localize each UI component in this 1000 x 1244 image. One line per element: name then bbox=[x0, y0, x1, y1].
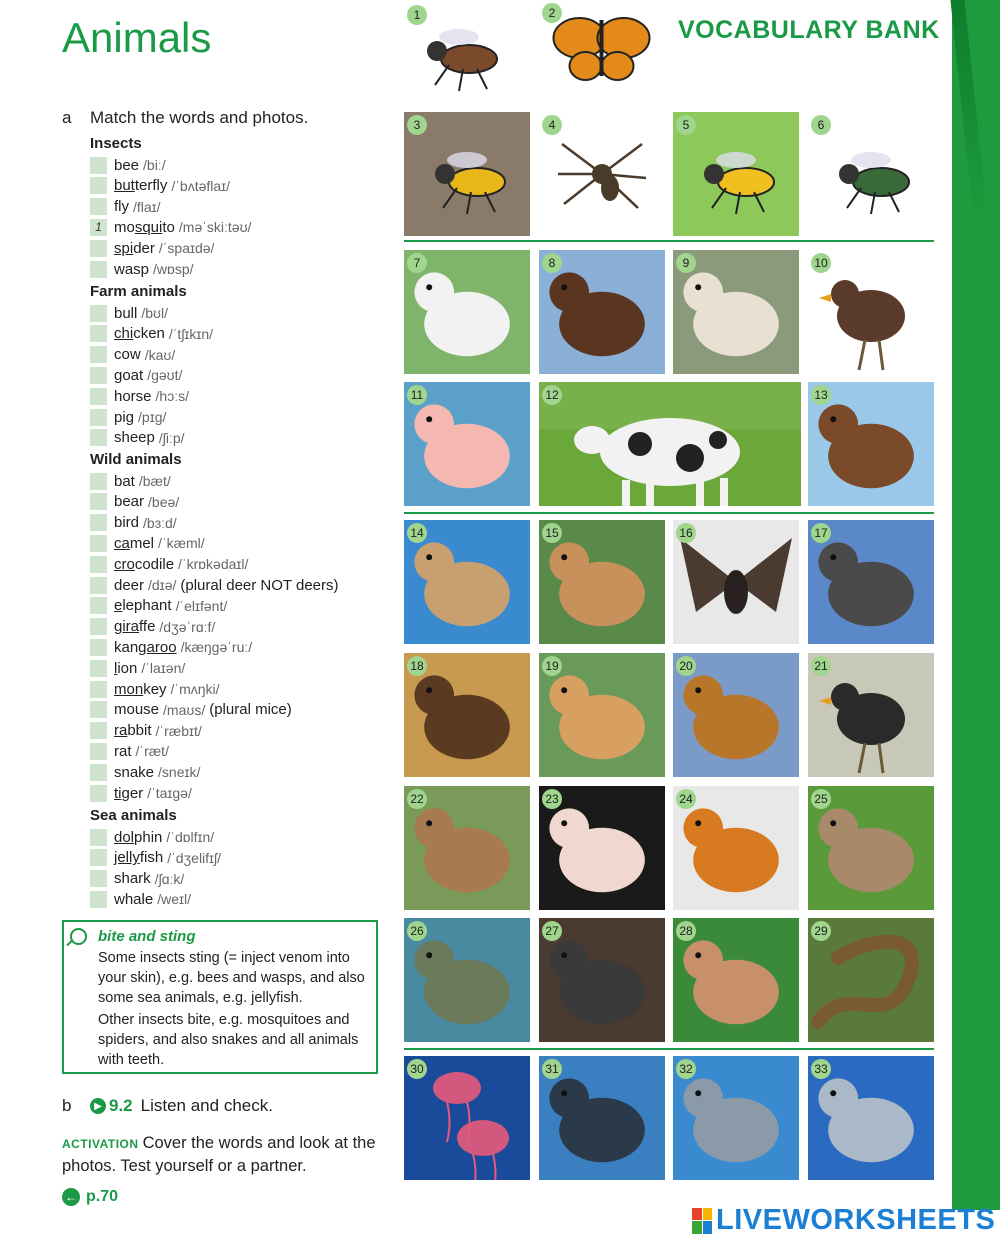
phonetic: /wɒsp/ bbox=[153, 261, 194, 277]
liveworksheets-logo bbox=[692, 1204, 995, 1237]
photo-number: 22 bbox=[407, 789, 427, 809]
word-row bbox=[90, 513, 177, 533]
animal-photo bbox=[808, 112, 934, 236]
photo-number: 18 bbox=[407, 656, 427, 676]
phonetic: /kæŋgəˈruː/ bbox=[180, 639, 253, 656]
answer-box[interactable] bbox=[90, 701, 107, 718]
listen-text: Listen and check. bbox=[140, 1096, 273, 1115]
word-row bbox=[90, 827, 214, 847]
section-letter: a bbox=[62, 108, 72, 127]
photo-number: 21 bbox=[811, 656, 831, 676]
animal-photo bbox=[539, 1056, 665, 1180]
animal-photo bbox=[539, 382, 801, 506]
word-row bbox=[90, 762, 200, 782]
photo-number: 15 bbox=[542, 523, 562, 543]
word-label: snake bbox=[114, 763, 155, 781]
phonetic: /ˈkrɒkədaɪl/ bbox=[178, 556, 249, 573]
animal-photo bbox=[808, 250, 934, 374]
phonetic: /ʃɑːk/ bbox=[154, 870, 185, 887]
word-label: camel bbox=[114, 534, 155, 552]
group-heading: Wild animals bbox=[90, 451, 182, 468]
word-row bbox=[90, 721, 202, 741]
answer-box[interactable] bbox=[90, 849, 107, 866]
tip-paragraph-1: Some insects sting (= inject venom into your skin), e.g. bees and wasps, and also some sea animals, e.g. jellyfish. bbox=[98, 950, 365, 1006]
answer-box[interactable] bbox=[90, 743, 107, 760]
photo-number: 27 bbox=[542, 921, 562, 941]
animal-photo bbox=[539, 520, 665, 644]
answer-box[interactable] bbox=[90, 639, 107, 656]
word-row bbox=[90, 575, 339, 595]
phonetic: /ˈtʃɪkɪn/ bbox=[168, 325, 214, 342]
animal-photo bbox=[404, 2, 514, 100]
phonetic: /ˈtaɪgə/ bbox=[147, 785, 192, 801]
word-row bbox=[90, 889, 191, 909]
answer-box[interactable] bbox=[90, 535, 107, 552]
phonetic: /dɪə/ bbox=[148, 577, 177, 593]
photo-number: 26 bbox=[407, 921, 427, 941]
tip-box bbox=[62, 920, 378, 1074]
word-label: rat bbox=[114, 742, 132, 760]
page-title: Animals bbox=[62, 14, 212, 61]
instruction-text: Match the words and photos. bbox=[90, 108, 309, 127]
animal-photo bbox=[539, 653, 665, 777]
word-row bbox=[90, 596, 227, 616]
phonetic: /ˈdʒelifɪʃ/ bbox=[167, 849, 222, 866]
phonetic: /ˈspaɪdə/ bbox=[158, 240, 215, 257]
vocabulary-bank-heading: VOCABULARY BANK bbox=[678, 16, 940, 44]
word-row bbox=[90, 365, 182, 385]
word-label: giraffe bbox=[114, 618, 156, 636]
word-row bbox=[90, 471, 171, 491]
arrow-left-icon: ← bbox=[62, 1188, 80, 1206]
phonetic: /ʃiːp/ bbox=[158, 429, 185, 446]
phonetic: /ˈkæml/ bbox=[158, 535, 205, 552]
word-label: pig bbox=[114, 408, 135, 426]
answer-box[interactable] bbox=[90, 577, 107, 594]
photo-number: 32 bbox=[676, 1059, 696, 1079]
animal-image bbox=[539, 382, 801, 506]
tip-paragraph-2: Other insects bite, e.g. mosquitoes and spiders, and also snakes and all animals with teeth. bbox=[98, 1012, 359, 1068]
answer-box[interactable] bbox=[90, 891, 107, 908]
phonetic: /ˈræt/ bbox=[135, 743, 169, 760]
phonetic: /beə/ bbox=[148, 493, 180, 510]
word-label: horse bbox=[114, 387, 152, 405]
animal-photo bbox=[808, 653, 934, 777]
photo-number: 3 bbox=[407, 115, 427, 135]
animal-photo bbox=[404, 918, 530, 1042]
phonetic: /məˈskiːtəʊ/ bbox=[178, 219, 252, 236]
word-label: jellyfish bbox=[114, 849, 164, 867]
word-row bbox=[90, 259, 194, 279]
answer-box[interactable] bbox=[90, 597, 107, 614]
word-label: crocodile bbox=[114, 555, 175, 573]
animal-photo bbox=[539, 250, 665, 374]
phonetic: /ˈdɒlfɪn/ bbox=[166, 829, 215, 845]
phonetic: /maʊs/ bbox=[163, 701, 206, 718]
word-row bbox=[90, 324, 213, 344]
phonetic: /gəʊt/ bbox=[147, 367, 183, 384]
phonetic: /kaʊ/ bbox=[144, 346, 176, 363]
section-letter: b bbox=[62, 1096, 72, 1115]
photo-number: 19 bbox=[542, 656, 562, 676]
answer-box[interactable] bbox=[90, 681, 107, 698]
row-divider bbox=[404, 1048, 934, 1050]
animal-photo bbox=[808, 786, 934, 910]
photo-number: 8 bbox=[542, 253, 562, 273]
answer-box[interactable] bbox=[90, 785, 107, 802]
answer-box[interactable] bbox=[90, 473, 107, 490]
watermark-text: LIVEWORKSHEETS bbox=[716, 1204, 996, 1236]
word-label: goat bbox=[114, 366, 144, 384]
section-b bbox=[62, 1096, 273, 1116]
word-row bbox=[90, 238, 214, 258]
animal-photo bbox=[404, 786, 530, 910]
word-row bbox=[90, 617, 215, 637]
phonetic: /bɜːd/ bbox=[143, 514, 177, 531]
animal-photo bbox=[673, 112, 799, 236]
word-label: wasp bbox=[114, 260, 150, 278]
phonetic: /ˈbʌtəflaɪ/ bbox=[171, 177, 231, 194]
word-label: dolphin bbox=[114, 828, 163, 846]
track-number: 9.2 bbox=[109, 1096, 133, 1115]
word-label: fly bbox=[114, 198, 129, 216]
answer-box[interactable] bbox=[90, 764, 107, 781]
photo-number: 6 bbox=[811, 115, 831, 135]
page-reference-link[interactable] bbox=[62, 1188, 118, 1206]
word-label: chicken bbox=[114, 325, 165, 343]
word-row bbox=[90, 658, 185, 678]
photo-number: 24 bbox=[676, 789, 696, 809]
word-label: shark bbox=[114, 870, 151, 888]
phonetic: /pɪg/ bbox=[138, 409, 167, 425]
word-label: mosquito bbox=[114, 218, 175, 236]
animal-photo bbox=[808, 1056, 934, 1180]
answer-box[interactable] bbox=[90, 388, 107, 405]
animal-photo bbox=[404, 382, 530, 506]
word-label: tiger bbox=[114, 784, 144, 802]
photo-number: 10 bbox=[811, 253, 831, 273]
animal-photo bbox=[539, 112, 665, 236]
answer-box[interactable] bbox=[90, 660, 107, 677]
word-row bbox=[90, 217, 251, 237]
answer-box[interactable] bbox=[90, 722, 107, 739]
animal-photo bbox=[539, 918, 665, 1042]
animal-photo bbox=[539, 0, 664, 100]
word-row bbox=[90, 155, 166, 175]
animal-photo bbox=[539, 786, 665, 910]
photo-number: 30 bbox=[407, 1059, 427, 1079]
word-row bbox=[90, 533, 205, 553]
answer-box[interactable] bbox=[90, 261, 107, 278]
plural-note: (plural deer NOT deers) bbox=[180, 576, 339, 594]
plural-note: (plural mice) bbox=[209, 701, 292, 719]
group-heading: Insects bbox=[90, 135, 142, 152]
animal-photo bbox=[808, 382, 934, 506]
phonetic: /ˈmʌŋki/ bbox=[170, 681, 220, 697]
photo-number: 5 bbox=[676, 115, 696, 135]
word-label: butterfly bbox=[114, 177, 168, 195]
animal-photo bbox=[404, 653, 530, 777]
word-row bbox=[90, 554, 248, 574]
activation-text: Cover the words and look at the photos. Test yourself or a partner. bbox=[62, 1134, 376, 1175]
photo-number: 23 bbox=[542, 789, 562, 809]
liveworksheets-icon bbox=[692, 1208, 712, 1234]
phonetic: /ˈelɪfənt/ bbox=[175, 597, 228, 614]
word-row bbox=[90, 303, 168, 323]
page-reference: p.70 bbox=[86, 1188, 119, 1205]
word-label: cow bbox=[114, 346, 141, 364]
answer-box[interactable] bbox=[90, 514, 107, 531]
word-label: kangaroo bbox=[114, 638, 177, 656]
word-label: monkey bbox=[114, 680, 167, 698]
word-row bbox=[90, 783, 192, 803]
word-label: bull bbox=[114, 304, 138, 322]
phonetic: /ˈlaɪən/ bbox=[141, 660, 186, 677]
phonetic: /flaɪ/ bbox=[133, 198, 161, 215]
magnifier-icon bbox=[70, 928, 87, 945]
animal-photo bbox=[404, 250, 530, 374]
answer-box[interactable] bbox=[90, 325, 107, 342]
answer-box[interactable] bbox=[90, 198, 107, 215]
word-row bbox=[90, 679, 220, 699]
answer-box[interactable] bbox=[90, 409, 107, 426]
phonetic: /biː/ bbox=[143, 157, 166, 173]
animal-photo bbox=[673, 786, 799, 910]
word-label: sheep bbox=[114, 429, 155, 447]
answer-box[interactable] bbox=[90, 618, 107, 635]
answer-box[interactable] bbox=[90, 493, 107, 510]
activation-note bbox=[62, 1132, 382, 1177]
answer-box[interactable] bbox=[90, 367, 107, 384]
photo-number: 14 bbox=[407, 523, 427, 543]
animal-photo bbox=[404, 1056, 530, 1180]
answer-box[interactable] bbox=[90, 346, 107, 363]
word-row bbox=[90, 637, 252, 657]
photo-number: 20 bbox=[676, 656, 696, 676]
answer-box[interactable] bbox=[90, 177, 107, 194]
audio-icon[interactable]: ▶ bbox=[90, 1098, 106, 1114]
phonetic: /dʒəˈrɑːf/ bbox=[159, 618, 216, 635]
photo-number: 12 bbox=[542, 385, 562, 405]
word-label: bear bbox=[114, 493, 145, 511]
phonetic: /sneɪk/ bbox=[158, 764, 201, 781]
word-label: whale bbox=[114, 890, 154, 908]
photo-number: 17 bbox=[811, 523, 831, 543]
group-heading: Farm animals bbox=[90, 283, 187, 300]
photo-number: 28 bbox=[676, 921, 696, 941]
word-label: spider bbox=[114, 239, 155, 257]
section-a-instruction bbox=[62, 108, 308, 128]
photo-number: 2 bbox=[542, 3, 562, 23]
animal-photo bbox=[673, 1056, 799, 1180]
word-row bbox=[90, 345, 175, 365]
activation-label: ACTIVATION bbox=[62, 1137, 139, 1151]
animal-photo bbox=[673, 653, 799, 777]
word-row bbox=[90, 407, 166, 427]
word-label: lion bbox=[114, 659, 138, 677]
group-heading: Sea animals bbox=[90, 807, 177, 824]
answer-box[interactable] bbox=[90, 429, 107, 446]
row-divider bbox=[404, 512, 934, 514]
photo-number: 11 bbox=[407, 385, 427, 405]
word-label: bat bbox=[114, 472, 135, 490]
page-edge-bar bbox=[952, 0, 1000, 1210]
phonetic: /ˈræbɪt/ bbox=[155, 722, 202, 739]
word-row bbox=[90, 197, 161, 217]
photo-number: 31 bbox=[542, 1059, 562, 1079]
answer-box[interactable] bbox=[90, 556, 107, 573]
word-label: deer bbox=[114, 576, 145, 594]
animal-photo bbox=[404, 520, 530, 644]
animal-photo bbox=[808, 520, 934, 644]
word-row bbox=[90, 741, 169, 761]
photo-number: 25 bbox=[811, 789, 831, 809]
word-label: bird bbox=[114, 514, 140, 532]
answer-box[interactable] bbox=[90, 157, 107, 174]
photo-number: 29 bbox=[811, 921, 831, 941]
word-label: bee bbox=[114, 156, 140, 174]
word-row bbox=[90, 869, 184, 889]
phonetic: /bæt/ bbox=[138, 473, 171, 489]
phonetic: /weɪl/ bbox=[157, 891, 191, 908]
answer-box[interactable] bbox=[90, 870, 107, 887]
animal-photo bbox=[808, 918, 934, 1042]
word-row bbox=[90, 700, 292, 720]
word-row bbox=[90, 492, 179, 512]
photo-number: 7 bbox=[407, 253, 427, 273]
word-label: elephant bbox=[114, 597, 172, 615]
photo-number: 16 bbox=[676, 523, 696, 543]
photo-number: 1 bbox=[407, 5, 427, 25]
answer-box[interactable] bbox=[90, 240, 107, 257]
word-label: rabbit bbox=[114, 722, 152, 740]
row-divider bbox=[404, 240, 934, 242]
animal-photo bbox=[673, 520, 799, 644]
photo-number: 9 bbox=[676, 253, 696, 273]
word-row bbox=[90, 428, 185, 448]
photo-number: 4 bbox=[542, 115, 562, 135]
animal-photo bbox=[673, 250, 799, 374]
answer-box[interactable]: 1 bbox=[90, 219, 107, 236]
phonetic: /hɔːs/ bbox=[155, 388, 189, 405]
photo-number: 13 bbox=[811, 385, 831, 405]
word-row bbox=[90, 386, 189, 406]
animal-photo bbox=[404, 112, 530, 236]
answer-box[interactable] bbox=[90, 829, 107, 846]
tip-title: bite and sting bbox=[98, 928, 196, 945]
answer-box[interactable] bbox=[90, 305, 107, 322]
photo-number: 33 bbox=[811, 1059, 831, 1079]
word-label: mouse bbox=[114, 701, 160, 719]
phonetic: /bʊl/ bbox=[141, 305, 168, 321]
word-row bbox=[90, 848, 221, 868]
word-row bbox=[90, 176, 230, 196]
animal-photo bbox=[673, 918, 799, 1042]
